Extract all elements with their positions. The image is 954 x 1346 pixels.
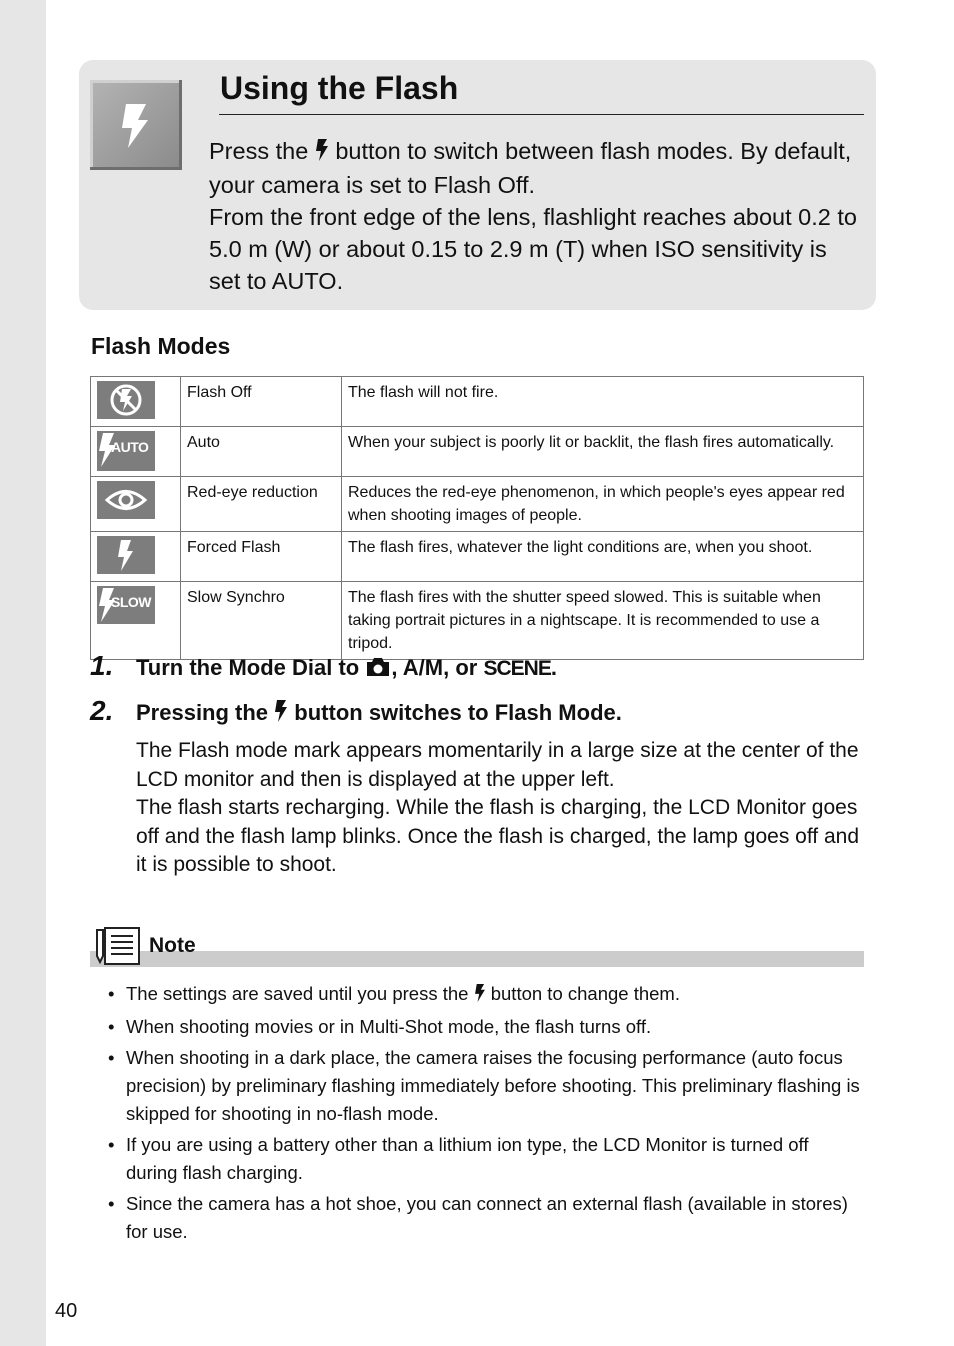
intro-paragraph-1	[209, 135, 859, 201]
mode-name: Flash Off	[181, 377, 342, 427]
red-eye-icon	[97, 481, 155, 519]
step-2	[90, 695, 622, 728]
page-number: 40	[55, 1300, 78, 1322]
intro-after-icon: button to switch between flash modes. By default, your camera is set to Flash Off.	[209, 138, 852, 198]
step-number: 2.	[90, 695, 114, 726]
note-icon	[95, 926, 143, 971]
mode-name: Red-eye reduction	[181, 477, 342, 532]
scene-icon: SCENE	[483, 657, 551, 680]
step-text: , A/M, or	[391, 655, 478, 680]
intro-paragraph-2: From the front edge of the lens, flashlight reaches about 0.2 to 5.0 m (W) or about 0.15 to 2.9 m (T) when ISO sensitivity is set to AUTO.	[209, 204, 857, 294]
table-row	[91, 477, 864, 532]
page-title: Using the Flash	[220, 70, 459, 106]
intro-prefix: Press the	[209, 138, 309, 164]
mode-description: The flash fires with the shutter speed slowed. This is suitable when taking portrait pictures in a nightscape. It is recommended to use a tripod.	[342, 582, 864, 660]
table-row	[91, 532, 864, 582]
list-item: • When shooting movies or in Multi-Shot mode, the flash turns off.	[108, 1013, 864, 1041]
title-rule	[219, 114, 864, 115]
list-item: • Since the camera has a hot shoe, you can connect an external flash (available in stores) for use.	[108, 1190, 864, 1246]
step-2-paragraph-1: The Flash mode mark appears momentarily in a large size at the center of the LCD monitor and then is displayed at the upper left.	[136, 739, 859, 791]
note-bar	[90, 951, 864, 967]
page-side-strip	[0, 0, 46, 1346]
flash-icon	[474, 982, 486, 1010]
note-list	[108, 980, 864, 1249]
table-row	[91, 582, 864, 660]
slow-synchro-icon: SLOW	[97, 586, 155, 624]
table-row	[91, 377, 864, 427]
mode-description: The flash will not fire.	[342, 377, 864, 427]
note-label: Note	[149, 934, 196, 957]
mode-name: Forced Flash	[181, 532, 342, 582]
flash-auto-icon: AUTO	[97, 431, 155, 471]
mode-name: Slow Synchro	[181, 582, 342, 660]
mode-description: The flash fires, whatever the light conditions are, when you shoot.	[342, 532, 864, 582]
table-row	[91, 427, 864, 477]
flash-icon	[315, 137, 329, 169]
mode-description: Reduces the red-eye phenomenon, in which people's eyes appear red when shooting images of people.	[342, 477, 864, 532]
step-text: Pressing the	[136, 700, 269, 725]
list-item: • If you are using a battery other than a lithium ion type, the LCD Monitor is turned off during flash charging.	[108, 1131, 864, 1187]
step-text: Turn the Mode Dial to	[136, 655, 360, 680]
step-2-body	[136, 737, 866, 880]
mode-description: When your subject is poorly lit or backlit, the flash fires automatically.	[342, 427, 864, 477]
note-header	[90, 926, 864, 968]
flash-icon	[274, 700, 288, 728]
flash-off-icon	[97, 381, 155, 419]
step-text: button switches to Flash Mode.	[294, 700, 622, 725]
list-item: • When shooting in a dark place, the camera raises the focusing performance (auto focus precision) by preliminary flashing immediately before shooting. This preliminary flashing is skipped for shooting in no-flash mode.	[108, 1044, 864, 1128]
step-2-paragraph-2: The flash starts recharging. While the flash is charging, the LCD Monitor goes off and the flash lamp blinks. Once the flash is charged, the lamp goes off and it is possible to shoot.	[136, 796, 860, 877]
list-item: • The settings are saved until you press the button to change them.	[108, 980, 864, 1010]
mode-name: Auto	[181, 427, 342, 477]
section-heading: Flash Modes	[91, 333, 231, 359]
flash-section-icon	[90, 80, 182, 170]
step-number: 1.	[90, 650, 114, 681]
flash-modes-table	[90, 376, 864, 660]
step-1: 1. Turn the Mode Dial to , A/M, or SCENE.	[90, 650, 557, 681]
forced-flash-icon	[97, 536, 155, 574]
intro-text	[209, 135, 859, 297]
camera-icon	[365, 657, 391, 683]
